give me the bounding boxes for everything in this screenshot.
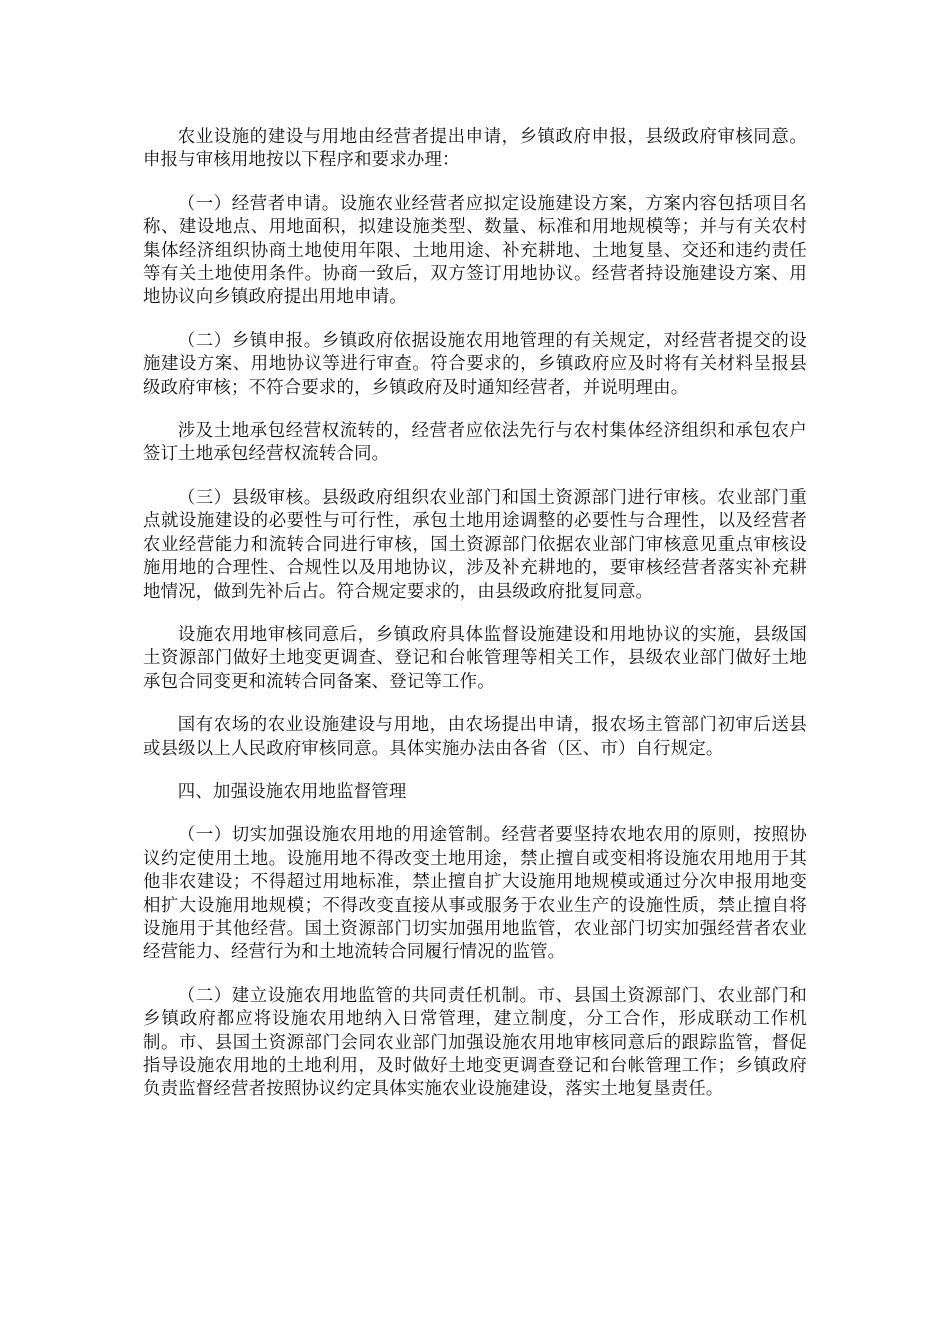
paragraph-intro: 农业设施的建设与用地由经营者提出申请，乡镇政府申报，县级政府审核同意。申报与审核用地按以下程序和要求办理： — [143, 127, 807, 171]
document-page — [143, 126, 807, 1102]
paragraph-joint-responsibility: （二）建立设施农用地监管的共同责任机制。市、县国土资源部门、农业部门和乡镇政府都应将设施农用地纳入日常管理，建立制度，分工合作，形成联动工作机制。市、县国土资源部门会同农业部门加强设施农用地审核同意后的跟踪监管，督促指导设施农用地的土地利用，及时做好土地变更调查登记和台帐管理工作；乡镇政府负责监督经营者按照协议约定具体实施农业设施建设，落实土地复垦责任。 — [143, 985, 807, 1100]
paragraph-use-control: （一）切实加强设施农用地的用途管制。经营者要坚持农地农用的原则，按照协议约定使用土地。设施用地不得改变土地用途，禁止擅自或变相将设施农用地用于其他非农建设；不得超过用地标准，禁止擅自扩大设施用地规模或通过分次申报用地变相扩大设施用地规模；不得改变直接从事或服务于农业生产的设施性质，禁止擅自将设施用于其他经营。国土资源部门切实加强用地监管，农业部门切实加强经营者农业经营能力、经营行为和土地流转合同履行情况的监管。 — [143, 825, 807, 963]
paragraph-township-report: （二）乡镇申报。乡镇政府依据设施农用地管理的有关规定，对经营者提交的设施建设方案、用地协议等进行审查。符合要求的，乡镇政府应及时将有关材料呈报县级政府审核；不符合要求的，乡镇政府及时通知经营者，并说明理由。 — [143, 330, 807, 398]
paragraph-applicant-application: （一）经营者申请。设施农业经营者应拟定设施建设方案，方案内容包括项目名称、建设地点、用地面积，拟建设施类型、数量、标准和用地规模等；并与有关农村集体经济组织协商土地使用年限、土地用途、补充耕地、土地复垦、交还和违约责任等有关土地使用条件。协商一致后，双方签订用地协议。经营者持设施建设方案、用地协议向乡镇政府提出用地申请。 — [143, 193, 807, 308]
paragraph-county-review: （三）县级审核。县级政府组织农业部门和国土资源部门进行审核。农业部门重点就设施建设的必要性与可行性，承包土地用途调整的必要性与合理性，以及经营者农业经营能力和流转合同进行审核，国土资源部门依据农业部门审核意见重点审核设施用地的合理性、合规性以及用地协议，涉及补充耕地的，要审核经营者落实补充耕地情况，做到先补后占。符合规定要求的，由县级政府批复同意。 — [143, 487, 807, 602]
paragraph-state-farms: 国有农场的农业设施建设与用地，由农场提出申请，报农场主管部门初审后送县或县级以上人民政府审核同意。具体实施办法由各省（区、市）自行规定。 — [143, 715, 807, 759]
paragraph-land-transfer: 涉及土地承包经营权流转的，经营者应依法先行与农村集体经济组织和承包农户签订土地承包经营权流转合同。 — [143, 421, 807, 465]
paragraph-post-approval: 设施农用地审核同意后，乡镇政府具体监督设施建设和用地协议的实施，县级国土资源部门做好土地变更调查、登记和台帐管理等相关工作，县级农业部门做好土地承包合同变更和流转合同备案、登记等工作。 — [143, 624, 807, 692]
section-heading-supervision: 四、加强设施农用地监督管理 — [177, 781, 407, 802]
